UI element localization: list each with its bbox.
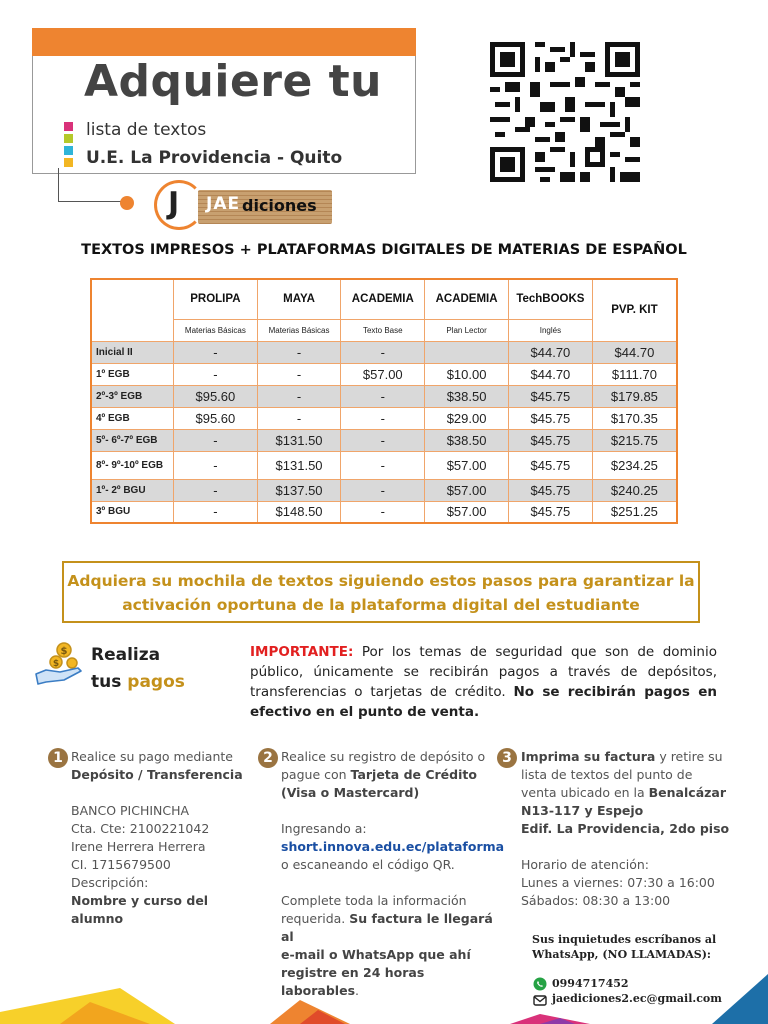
table-cell: [425, 341, 509, 363]
important-bold: No se recibirán pagos en efectivo en el punto de venta.: [250, 684, 717, 720]
step-text: .: [355, 983, 359, 998]
bullet-square-yellow: [64, 158, 73, 167]
table-cell-total: $179.85: [592, 385, 677, 407]
logo-jae: JAE: [206, 194, 241, 214]
table-row: [91, 363, 677, 385]
table-cell: $57.00: [425, 451, 509, 479]
step-text: pague con: [281, 767, 351, 782]
table-header: PVP. KIT: [592, 279, 677, 341]
step-bold: e-mail o WhatsApp que ahí: [281, 947, 471, 962]
table-cell: $57.00: [341, 363, 425, 385]
table-cell: $131.50: [257, 429, 341, 451]
table-cell: -: [257, 341, 341, 363]
table-cell: $95.60: [174, 385, 258, 407]
hours-saturday: Sábados: 08:30 a 13:00: [521, 893, 671, 908]
table-cell: -: [341, 407, 425, 429]
step-text: lista de textos del punto de: [521, 767, 693, 782]
table-cell: -: [174, 429, 258, 451]
table-subheader: Materias Básicas: [174, 319, 258, 341]
table-cell-level: 1º- 2º BGU: [91, 479, 174, 501]
step-text: o escaneando el código QR.: [281, 857, 455, 872]
table-row: [91, 341, 677, 363]
bank-account: Cta. Cte: 2100221042: [71, 821, 210, 836]
table-cell-level: 2º-3º EGB: [91, 385, 174, 407]
notice-line: activación oportuna de la plataforma digital del estudiante: [122, 596, 640, 614]
pay-heading-line1: Realiza: [91, 645, 161, 665]
whatsapp-phone[interactable]: 0994717452: [552, 977, 629, 990]
important-text: Por los temas de seguridad que son de dominio público, únicamente se recibirán pagos a través de depósitos, transferencias o tarjetas de crédito.: [250, 644, 717, 700]
table-cell: $10.00: [425, 363, 509, 385]
table-cell-total: $44.70: [592, 341, 677, 363]
table-cell-total: $240.25: [592, 479, 677, 501]
section-title: TEXTOS IMPRESOS + PLATAFORMAS DIGITALES DE MATERIAS DE ESPAÑOL: [81, 242, 687, 258]
table-cell: $45.75: [508, 501, 592, 523]
table-cell-level: 1º EGB: [91, 363, 174, 385]
important-label: IMPORTANTE:: [250, 644, 354, 660]
table-cell: $45.75: [508, 479, 592, 501]
bullet-square-magenta: [64, 122, 73, 131]
logo-letter: J: [168, 186, 180, 221]
platform-link[interactable]: short.innova.edu.ec/plataforma: [281, 839, 505, 854]
step-bold: Tarjeta de Crédito: [350, 767, 477, 782]
table-cell-level: 5º- 6º-7º EGB: [91, 429, 174, 451]
table-cell: $137.50: [257, 479, 341, 501]
table-cell: $148.50: [257, 501, 341, 523]
step-bold: (Visa o Mastercard): [281, 785, 420, 800]
pay-heading-line2: [91, 672, 185, 692]
table-cell: -: [341, 385, 425, 407]
table-cell: -: [174, 479, 258, 501]
header-accent-bar: [32, 28, 416, 56]
table-cell: -: [257, 385, 341, 407]
pay-heading-accent: pagos: [127, 672, 185, 692]
table-cell-level: 3º BGU: [91, 501, 174, 523]
table-header: PROLIPA: [174, 279, 258, 319]
step-text: requerida.: [281, 911, 350, 926]
bank-name: BANCO PICHINCHA: [71, 803, 190, 818]
notice-line: Adquiera su mochila de textos siguiendo estos pasos para garantizar la: [67, 572, 695, 590]
table-cell: $57.00: [425, 501, 509, 523]
account-holder: Irene Herrera Herrera: [71, 839, 206, 854]
step-bold: Su factura le llegará al: [281, 911, 493, 944]
table-cell: $45.75: [508, 451, 592, 479]
table-cell: -: [257, 363, 341, 385]
table-cell: -: [341, 479, 425, 501]
hours-label: Horario de atención:: [521, 857, 649, 872]
step-bold: Edif. La Providencia, 2do piso: [521, 821, 730, 836]
table-cell: -: [341, 501, 425, 523]
svg-text:$: $: [52, 659, 60, 669]
step-number-2: 2: [258, 748, 278, 768]
holder-id: CI. 1715679500: [71, 857, 171, 872]
logo-diciones: diciones: [242, 196, 317, 215]
table-cell: $131.50: [257, 451, 341, 479]
header-connector-dot: [120, 196, 134, 210]
table-header: ACADEMIA: [425, 279, 509, 319]
table-header: ACADEMIA: [341, 279, 425, 319]
header-school: U.E. La Providencia - Quito: [86, 148, 343, 168]
table-row: [91, 451, 677, 479]
table-row: [91, 385, 677, 407]
step-1: [71, 748, 256, 928]
table-subheader: Inglés: [508, 319, 592, 341]
table-cell-level: 4º EGB: [91, 407, 174, 429]
description-value: Nombre y curso del alumno: [71, 893, 209, 926]
qr-code-icon[interactable]: [490, 42, 640, 182]
step-bold: Depósito / Transferencia: [71, 767, 243, 782]
step-3: [521, 748, 741, 910]
step-text: Realice su registro de depósito o: [281, 749, 486, 764]
description-label: Descripción:: [71, 875, 149, 890]
step-number-3: 3: [497, 748, 517, 768]
table-cell: -: [341, 341, 425, 363]
table-cell-total: $111.70: [592, 363, 677, 385]
step-bold: registre en 24 horas laborables: [281, 965, 425, 998]
table-cell-level: Inicial II: [91, 341, 174, 363]
jae-ediciones-logo: [154, 180, 332, 230]
contact-email[interactable]: jaediciones2.ec@gmail.com: [552, 992, 722, 1005]
table-header: TechBOOKS: [508, 279, 592, 319]
bullet-square-lime: [64, 134, 73, 143]
hand-coins-icon: [34, 640, 84, 690]
table-row: [91, 479, 677, 501]
table-cell-total: $170.35: [592, 407, 677, 429]
important-paragraph: [250, 642, 717, 722]
pay-heading-text: tus: [91, 672, 128, 692]
header-connector-line: [58, 168, 128, 202]
step-number-1: 1: [48, 748, 68, 768]
step-text: Complete toda la información: [281, 893, 467, 908]
step-bold: Benalcázar: [648, 785, 726, 800]
table-cell-level: 8º- 9º-10º EGB: [91, 451, 174, 479]
hours-weekdays: Lunes a viernes: 07:30 a 16:00: [521, 875, 715, 890]
table-row: [91, 429, 677, 451]
step-text: Realice su pago mediante: [71, 749, 233, 764]
table-cell: $44.70: [508, 363, 592, 385]
notice-box: [62, 561, 700, 623]
table-subheader: Materias Básicas: [257, 319, 341, 341]
step-bold: Imprima su factura: [521, 749, 656, 764]
table-cell: $44.70: [508, 341, 592, 363]
table-cell: $45.75: [508, 385, 592, 407]
step-text: Ingresando a:: [281, 821, 367, 836]
table-subheader: Texto Base: [341, 319, 425, 341]
table-cell: $57.00: [425, 479, 509, 501]
table-header-level: [91, 279, 174, 341]
table-cell: $45.75: [508, 407, 592, 429]
bullet-square-cyan: [64, 146, 73, 155]
table-cell: -: [341, 451, 425, 479]
step-bold: N13-117 y Espejo: [521, 803, 644, 818]
step-text: y retire su: [655, 749, 723, 764]
table-cell: $45.75: [508, 429, 592, 451]
table-row: [91, 407, 677, 429]
table-cell: -: [174, 363, 258, 385]
step-text: venta ubicado en la: [521, 785, 649, 800]
table-cell-total: $215.75: [592, 429, 677, 451]
table-cell: -: [174, 451, 258, 479]
table-cell: -: [257, 407, 341, 429]
table-row: [91, 501, 677, 523]
table-cell: $38.50: [425, 429, 509, 451]
table-header: MAYA: [257, 279, 341, 319]
table-cell-total: $251.25: [592, 501, 677, 523]
price-table: [90, 278, 678, 524]
header-subtitle: lista de textos: [86, 120, 207, 140]
table-cell: $29.00: [425, 407, 509, 429]
table-subheader: Plan Lector: [425, 319, 509, 341]
table-cell-total: $234.25: [592, 451, 677, 479]
table-cell: -: [174, 501, 258, 523]
svg-text:$: $: [60, 646, 68, 657]
table-cell: $95.60: [174, 407, 258, 429]
whatsapp-note: Sus inquietudes escríbanos al WhatsApp, (NO LLAMADAS):: [532, 933, 717, 961]
decorative-bottom-shapes: [0, 960, 768, 1024]
table-cell: $38.50: [425, 385, 509, 407]
page-title: Adquiere tu: [84, 56, 383, 107]
table-cell: -: [341, 429, 425, 451]
table-cell: -: [174, 341, 258, 363]
